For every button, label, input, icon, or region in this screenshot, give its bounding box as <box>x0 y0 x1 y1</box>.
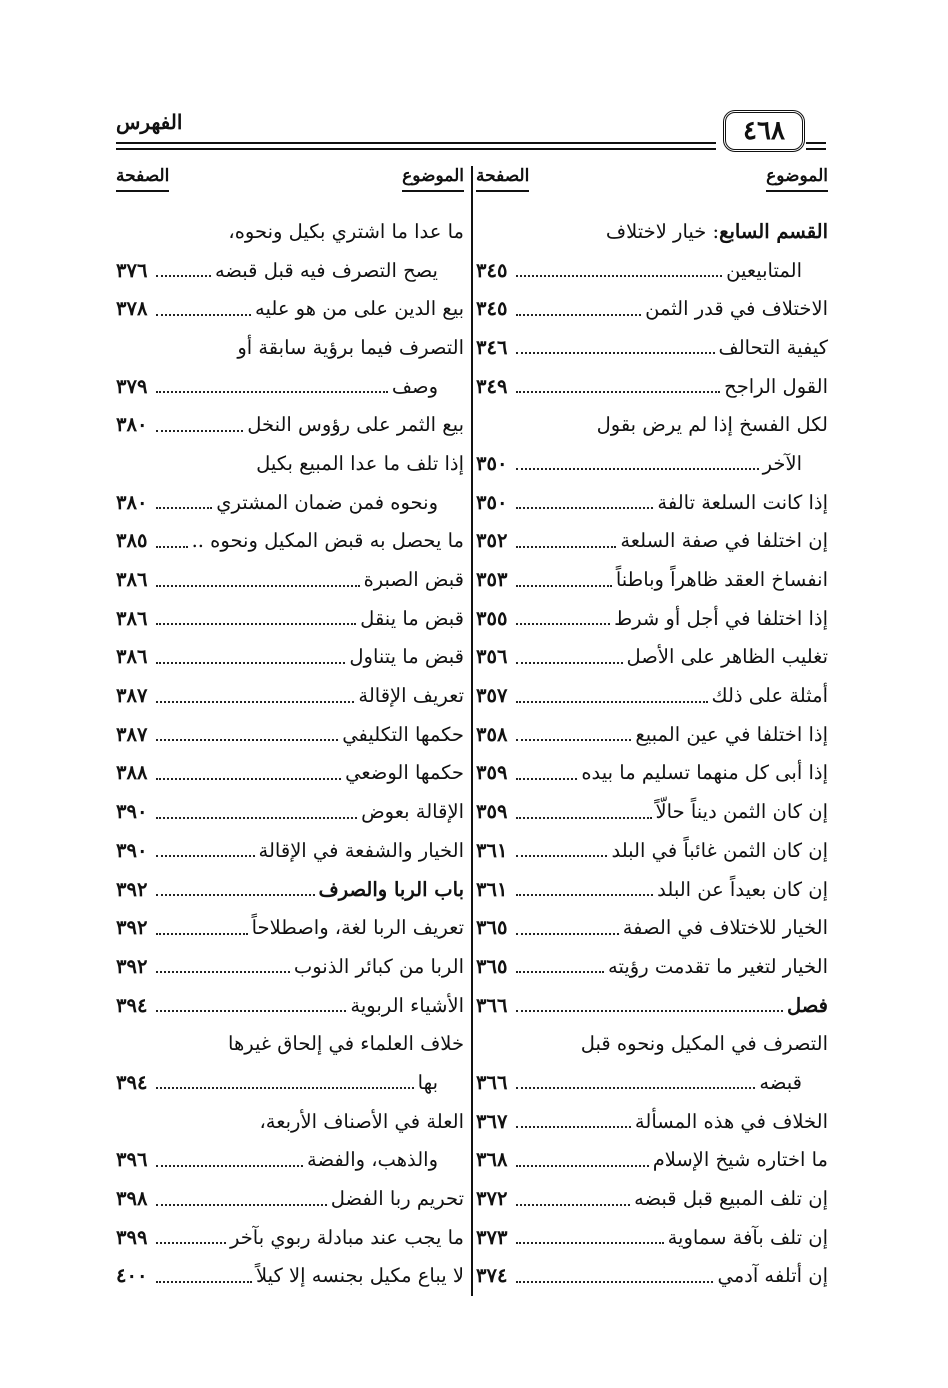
index-entry <box>116 638 464 677</box>
index-entry <box>116 986 464 1025</box>
entry-topic: ما عدا ما اشتري بكيل ونحوه، <box>228 219 464 243</box>
index-entry <box>116 328 464 367</box>
index-entry <box>476 1141 828 1180</box>
dot-leader <box>156 507 212 509</box>
index-entry <box>476 1024 828 1063</box>
entry-page-number: ٣٧٩ <box>116 374 148 398</box>
entry-topic <box>606 220 828 243</box>
entry-topic: الربا من كبائر الذنوب <box>293 954 464 978</box>
dot-leader <box>156 314 251 316</box>
dot-leader <box>156 933 248 935</box>
entry-topic: الإقالة بعوض <box>361 800 464 824</box>
index-entry <box>476 638 828 677</box>
entry-topic: تعريف الربا لغة، واصطلاحاً <box>251 916 464 940</box>
entry-topic: إن كان الثمن ديناً حالّاً <box>655 800 828 824</box>
topic-label: الموضوع <box>766 166 828 192</box>
index-entry <box>476 792 828 831</box>
entry-page-number: ٣٦٥ <box>476 916 508 940</box>
entry-topic: ما يجب عند مبادلة ربوي بآخر <box>229 1225 464 1249</box>
entry-page-number: ٣٨٦ <box>116 606 148 630</box>
entry-topic: الآخر <box>762 451 802 475</box>
entry-page-number: ٣٦١ <box>476 838 508 862</box>
dot-leader <box>156 546 188 548</box>
entry-page-number: ٣٨٠ <box>116 490 148 514</box>
index-entry <box>116 367 464 406</box>
dot-leader <box>156 739 338 741</box>
entry-topic: القول الراجح <box>724 374 828 398</box>
entry-page-number: ٣٩٤ <box>116 1070 148 1094</box>
dot-leader <box>156 391 388 393</box>
dot-leader <box>516 739 631 741</box>
section-title: الفهرس <box>116 110 183 134</box>
index-column-left <box>116 166 464 1295</box>
page-label: الصفحة <box>116 166 169 192</box>
entry-page-number: ٣٦٦ <box>476 993 508 1017</box>
entry-page-number: ٣٥٣ <box>476 568 508 592</box>
entry-page-number: ٣٧٨ <box>116 297 148 321</box>
dot-leader <box>156 1010 346 1012</box>
dot-leader <box>516 1126 631 1128</box>
entry-page-number: ٣٦٨ <box>476 1148 508 1172</box>
entry-page-number: ٣٧٣ <box>476 1225 508 1249</box>
index-entry <box>476 483 828 522</box>
index-entry <box>116 251 464 290</box>
entry-page-number: ٣٧٦ <box>116 258 148 282</box>
index-entry <box>476 715 828 754</box>
index-entry <box>116 405 464 444</box>
index-entry <box>476 1102 828 1141</box>
entry-page-number: ٣٨٥ <box>116 529 148 553</box>
dot-leader <box>516 662 623 664</box>
entry-page-number: ٣٦٦ <box>476 1070 508 1094</box>
entry-page-number: ٣٨٦ <box>116 568 148 592</box>
dot-leader <box>516 933 619 935</box>
dot-leader <box>156 971 290 973</box>
dot-leader <box>516 701 708 703</box>
entry-page-number: ٣٦٥ <box>476 954 508 978</box>
column-header <box>116 166 464 206</box>
dot-leader <box>516 391 720 393</box>
entry-page-number: ٣٥٠ <box>476 451 508 475</box>
index-entry <box>116 1102 464 1141</box>
entry-topic: حكمها الوضعي <box>345 761 464 785</box>
dot-leader <box>156 817 357 819</box>
entry-topic: المتابيعين <box>726 258 802 282</box>
index-entry <box>116 1063 464 1102</box>
entry-page-number: ٣٦٧ <box>476 1109 508 1133</box>
entry-page-number: ٣٥٩ <box>476 761 508 785</box>
dot-leader <box>516 778 577 780</box>
entry-topic: التصرف فيما برؤية سابقة أو <box>237 335 464 359</box>
entry-page-number: ٣٨٧ <box>116 722 148 746</box>
dot-leader <box>516 855 607 857</box>
index-list <box>116 212 464 1295</box>
index-entry <box>476 908 828 947</box>
entry-topic: إن كان بعيداً عن البلد <box>657 877 828 901</box>
dot-leader <box>516 507 653 509</box>
index-entry <box>476 1257 828 1296</box>
entry-page-number: ٤٠٠ <box>116 1264 148 1288</box>
index-entry <box>116 1024 464 1063</box>
entry-page-number: ٣٩٠ <box>116 800 148 824</box>
dot-leader <box>516 314 641 316</box>
index-entry <box>476 1179 828 1218</box>
index-entry <box>116 676 464 715</box>
entry-topic: لا يباع مكيل بجنسه إلا كيلاً <box>256 1264 464 1288</box>
entry-page-number: ٣٩٠ <box>116 838 148 862</box>
entry-topic: بيع الدين على من هو عليه <box>255 297 464 321</box>
dot-leader <box>156 430 243 432</box>
column-header <box>476 166 828 206</box>
entry-page-number: ٣٤٩ <box>476 374 508 398</box>
entry-topic: خلاف العلماء في إلحاق غيرها <box>228 1032 464 1056</box>
entry-topic: الخلاف في هذه المسألة <box>634 1109 828 1133</box>
index-entry <box>116 599 464 638</box>
entry-topic-bold: القسم السابع <box>719 219 828 243</box>
entry-topic: انفساخ العقد ظاهراً وباطناً <box>615 568 828 592</box>
index-entry <box>116 1257 464 1296</box>
dot-leader <box>516 894 653 896</box>
index-entry <box>476 560 828 599</box>
entry-topic: تحريم ربا الفضل <box>330 1187 464 1211</box>
index-entry <box>116 792 464 831</box>
index-entry <box>116 483 464 522</box>
column-divider <box>471 166 473 1296</box>
topic-label: الموضوع <box>402 166 464 192</box>
entry-page-number: ٣٨٨ <box>116 761 148 785</box>
index-entry <box>476 367 828 406</box>
entry-page-number: ٣٧٤ <box>476 1264 508 1288</box>
entry-topic: تعريف الإقالة <box>358 684 464 708</box>
entry-topic: إن تلف المبيع قبل قبضه <box>634 1187 828 1211</box>
dot-leader <box>516 623 610 625</box>
page-label: الصفحة <box>476 166 529 192</box>
index-entry <box>476 676 828 715</box>
entry-page-number: ٣٧٢ <box>476 1187 508 1211</box>
dot-leader <box>156 701 354 703</box>
entry-page-number: ٣٤٥ <box>476 297 508 321</box>
index-entry <box>476 212 828 251</box>
entry-page-number: ٣٩٩ <box>116 1225 148 1249</box>
entry-topic: إذا كانت السلعة تالفة <box>657 490 828 514</box>
entry-topic: حكمها التكليفي <box>342 722 464 746</box>
entry-topic: تغليب الظاهر على الأصل <box>626 645 828 669</box>
dot-leader <box>516 275 722 277</box>
entry-topic: الخيار للاختلاف في الصفة <box>622 916 828 940</box>
index-entry <box>116 1141 464 1180</box>
entry-topic: الاختلاف في قدر الثمن <box>645 297 828 321</box>
dot-leader <box>516 1281 713 1283</box>
entry-page-number: ٣٥٥ <box>476 606 508 630</box>
index-entry <box>476 986 828 1025</box>
page-number: ٤٦٨ <box>723 110 805 152</box>
entry-topic: كيفية التحالف <box>718 335 828 359</box>
dot-leader <box>516 1242 664 1244</box>
index-entry <box>116 212 464 251</box>
dot-leader <box>156 1242 226 1244</box>
entry-page-number: ٣٩٤ <box>116 993 148 1017</box>
index-entry <box>116 560 464 599</box>
index-entry <box>116 1218 464 1257</box>
entry-topic: قبض ما يتناول <box>349 645 464 669</box>
page-header <box>116 106 826 152</box>
entry-topic: والذهب، والفضة <box>307 1148 438 1172</box>
index-entry <box>476 1063 828 1102</box>
entry-topic: الخيار لتغير ما تقدمت رؤيته <box>608 954 828 978</box>
dot-leader <box>156 778 341 780</box>
index-entry <box>116 444 464 483</box>
index-entry <box>476 444 828 483</box>
dot-leader <box>156 1281 252 1283</box>
index-entry <box>116 908 464 947</box>
dot-leader <box>516 546 616 548</box>
index-entry <box>116 754 464 793</box>
index-entry <box>116 831 464 870</box>
entry-page-number: ٣٩٢ <box>116 877 148 901</box>
entry-topic: التصرف في المكيل ونحوه قبل <box>580 1032 828 1056</box>
entry-topic: الخيار والشفعة في الإقالة <box>258 838 464 862</box>
dot-leader <box>516 468 759 470</box>
index-entry <box>476 328 828 367</box>
index-column-right <box>476 166 828 1295</box>
index-entry <box>116 289 464 328</box>
entry-topic: بها <box>417 1070 438 1094</box>
dot-leader <box>156 623 356 625</box>
index-entry <box>116 1179 464 1218</box>
entry-page-number: ٣٥٨ <box>476 722 508 746</box>
index-entry <box>476 1218 828 1257</box>
dot-leader <box>156 585 360 587</box>
entry-page-number: ٣٥٧ <box>476 684 508 708</box>
index-entry <box>476 289 828 328</box>
entry-topic: إذا اختلفا في عين المبيع <box>635 722 828 746</box>
entry-topic: لكل الفسخ إذا لم يرض بقول <box>596 413 828 437</box>
entry-topic: قبض ما ينقل <box>360 606 464 630</box>
entry-topic-rest: : خيار لاختلاف <box>605 219 720 243</box>
dot-leader <box>516 585 612 587</box>
entry-page-number: ٣٨٠ <box>116 413 148 437</box>
index-entry <box>476 405 828 444</box>
entry-topic: إذا اختلفا في أجل أو شرط <box>614 606 828 630</box>
dot-leader <box>156 855 255 857</box>
index-entry <box>476 831 828 870</box>
entry-topic: باب الربا والصرف <box>318 877 464 901</box>
entry-page-number: ٣٦١ <box>476 877 508 901</box>
entry-topic: الأشياء الربوية <box>350 993 464 1017</box>
entry-page-number: ٣٥٩ <box>476 800 508 824</box>
entry-topic: العلة في الأصناف الأربعة، <box>259 1109 464 1133</box>
entry-page-number: ٣٤٥ <box>476 258 508 282</box>
index-entry <box>116 522 464 561</box>
entry-topic: إن تلف بآفة سماوية <box>667 1225 828 1249</box>
index-entry <box>116 947 464 986</box>
entry-topic: ونحوه فمن ضمان المشتري <box>216 490 438 514</box>
entry-topic: قبض الصبرة <box>363 568 464 592</box>
entry-page-number: ٣٥٦ <box>476 645 508 669</box>
entry-topic: ما اختاره شيخ الإسلام <box>652 1148 828 1172</box>
dot-leader <box>156 1204 327 1206</box>
dot-leader <box>516 1204 630 1206</box>
dot-leader <box>156 662 345 664</box>
entry-page-number: ٣٨٧ <box>116 684 148 708</box>
dot-leader <box>156 275 211 277</box>
dot-leader <box>516 352 715 354</box>
entry-topic: فصل <box>787 993 828 1017</box>
entry-topic: ما يحصل به قبض المكيل ونحوه .. <box>191 529 464 553</box>
dot-leader <box>516 1165 649 1167</box>
index-entry <box>476 947 828 986</box>
entry-topic: بيع الثمر على رؤوس النخل <box>247 413 464 437</box>
dot-leader <box>516 1010 783 1012</box>
entry-page-number: ٣٩٢ <box>116 916 148 940</box>
index-entry <box>476 870 828 909</box>
dot-leader <box>516 817 652 819</box>
dot-leader <box>156 1165 303 1167</box>
index-entry <box>476 754 828 793</box>
dot-leader <box>156 894 315 896</box>
entry-topic: إن كان الثمن غائباً في البلد <box>611 838 828 862</box>
entry-page-number: ٣٥٢ <box>476 529 508 553</box>
index-entry <box>116 715 464 754</box>
entry-topic: وصف <box>391 374 438 398</box>
dot-leader <box>516 971 604 973</box>
entry-topic: قبضه <box>759 1070 802 1094</box>
index-entry <box>476 522 828 561</box>
entry-page-number: ٣٥٠ <box>476 490 508 514</box>
entry-topic: أمثلة على ذلك <box>711 684 828 708</box>
entry-topic: إن أتلفه آدمي <box>717 1264 828 1288</box>
entry-topic: إذا تلف ما عدا المبيع بكيل <box>256 451 464 475</box>
dot-leader <box>516 1087 755 1089</box>
entry-page-number: ٣٩٢ <box>116 954 148 978</box>
index-entry <box>476 251 828 290</box>
entry-page-number: ٣٩٦ <box>116 1148 148 1172</box>
index-entry <box>476 599 828 638</box>
entry-page-number: ٣٨٦ <box>116 645 148 669</box>
entry-topic: إذا أبى كل منهما تسليم ما بيده <box>581 761 828 785</box>
entry-page-number: ٣٩٨ <box>116 1187 148 1211</box>
index-entry <box>116 870 464 909</box>
entry-page-number: ٣٤٦ <box>476 335 508 359</box>
entry-topic: إن اختلفا في صفة السلعة <box>620 529 828 553</box>
index-list <box>476 212 828 1295</box>
dot-leader <box>156 1087 414 1089</box>
entry-topic: يصح التصرف فيه قبل قبضه <box>214 258 438 282</box>
